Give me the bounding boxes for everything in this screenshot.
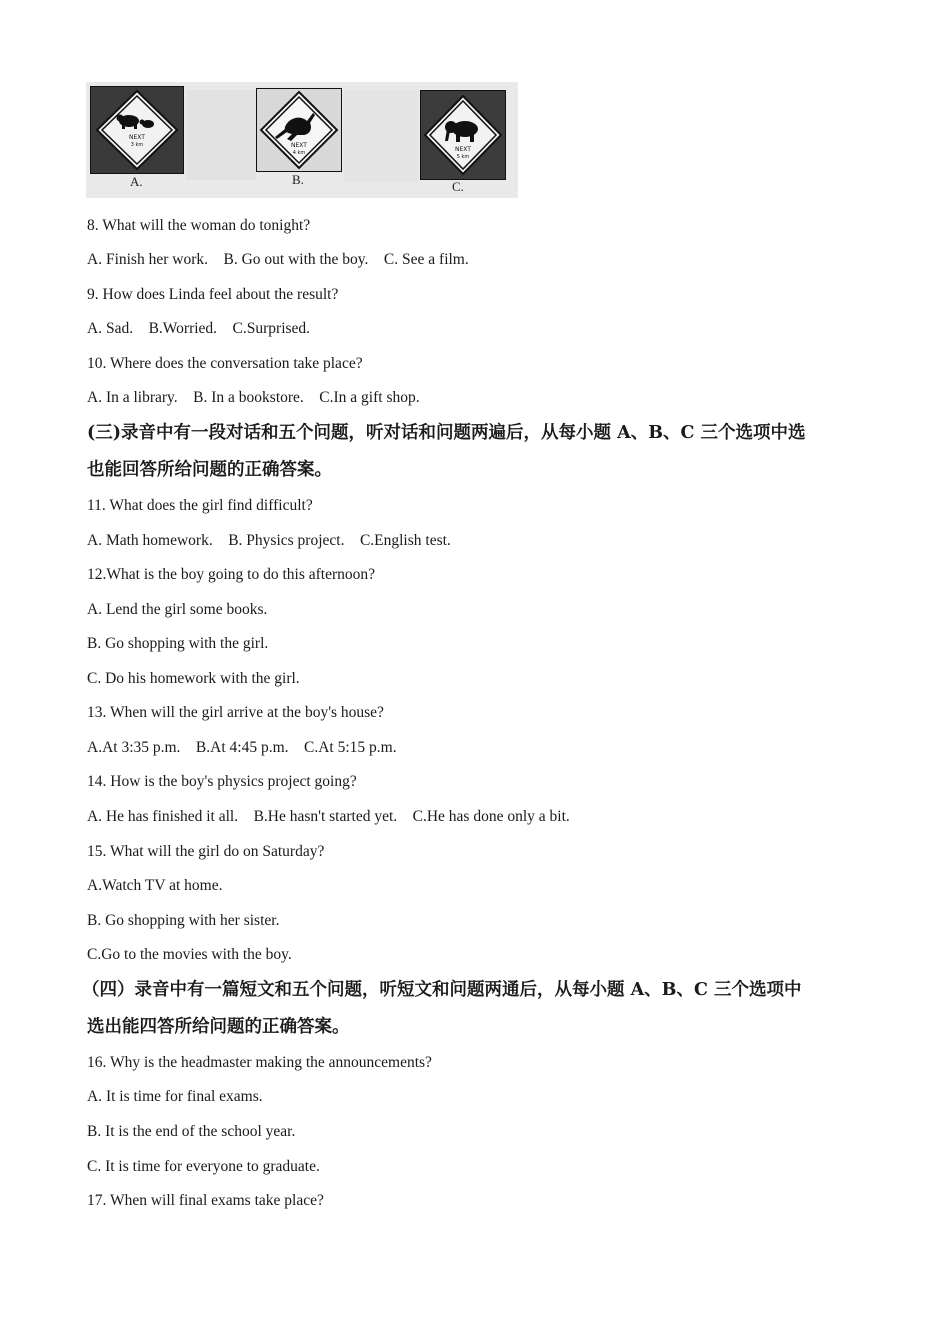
- question-13-options: A.At 3:35 p.m. B.At 4:45 p.m. C.At 5:15 p.m.: [87, 739, 397, 756]
- svg-text:5 km: 5 km: [456, 154, 470, 160]
- question-12-option-b: B. Go shopping with the girl.: [87, 635, 269, 652]
- question-14: 14. How is the boy's physics project going?: [87, 773, 357, 790]
- question-15-option-b: B. Go shopping with her sister.: [87, 912, 280, 929]
- svg-text:3 km: 3 km: [130, 142, 144, 148]
- question-14-options: A. He has finished it all. B.He hasn't started yet. C.He has done only a bit.: [87, 808, 570, 825]
- question-11: 11. What does the girl find difficult?: [87, 497, 313, 514]
- question-15-option-a: A.Watch TV at home.: [87, 877, 223, 894]
- question-9-options: A. Sad. B.Worried. C.Surprised.: [87, 320, 311, 337]
- sign-c-elephant: [420, 90, 506, 180]
- sign-b-label: B.: [292, 172, 304, 187]
- question-11-options: A. Math homework. B. Physics project. C.English test.: [87, 532, 451, 549]
- svg-text:NEXT: NEXT: [291, 142, 307, 149]
- sign-a-bear: [90, 86, 184, 174]
- question-10-options: A. In a library. B. In a bookstore. C.In a gift shop.: [87, 389, 420, 406]
- elephant-sign-icon: [421, 91, 505, 179]
- question-17: 17. When will final exams take place?: [87, 1192, 324, 1209]
- section-4-heading-line-1: （四）录音中有一篇短文和五个问题，听短文和问题两通后，从每小题 A、B、C 三个选项中: [82, 980, 802, 1000]
- question-16-option-b: B. It is the end of the school year.: [87, 1123, 296, 1140]
- kangaroo-sign-icon: [257, 89, 341, 171]
- section-3-heading-line-2: 也能回答所给问题的正确答案。: [87, 460, 332, 480]
- question-16: 16. Why is the headmaster making the announcements?: [87, 1054, 432, 1071]
- question-9: 9. How does Linda feel about the result?: [87, 286, 339, 303]
- road-signs-image: [86, 82, 518, 198]
- question-16-option-c: C. It is time for everyone to graduate.: [87, 1158, 320, 1175]
- question-12: 12.What is the boy going to do this afternoon?: [87, 566, 375, 583]
- question-10: 10. Where does the conversation take place?: [87, 355, 363, 372]
- svg-text:4 km: 4 km: [292, 150, 306, 156]
- question-12-option-a: A. Lend the girl some books.: [87, 601, 268, 618]
- question-13: 13. When will the girl arrive at the boy's house?: [87, 704, 384, 721]
- background-scan-area-2: [344, 90, 418, 182]
- question-8: 8. What will the woman do tonight?: [87, 217, 311, 234]
- question-15-option-c: C.Go to the movies with the boy.: [87, 946, 292, 963]
- bear-sign-icon: [91, 87, 183, 173]
- svg-text:NEXT: NEXT: [129, 134, 145, 141]
- question-16-option-a: A. It is time for final exams.: [87, 1088, 263, 1105]
- section-4-heading-line-2: 选出能四答所给问题的正确答案。: [87, 1017, 350, 1037]
- sign-b-kangaroo: [256, 88, 342, 172]
- question-12-option-c: C. Do his homework with the girl.: [87, 670, 300, 687]
- svg-text:NEXT: NEXT: [455, 146, 471, 153]
- background-scan-area: [186, 90, 256, 180]
- question-15: 15. What will the girl do on Saturday?: [87, 843, 325, 860]
- section-3-heading-line-1: (三)录音中有一段对话和五个问题，听对话和问题两遍后，从每小题 A、B、C 三个选项中选: [87, 423, 806, 443]
- sign-a-label: A.: [130, 174, 143, 189]
- question-8-options: A. Finish her work. B. Go out with the boy. C. See a film.: [87, 251, 469, 268]
- sign-c-label: C.: [452, 179, 464, 194]
